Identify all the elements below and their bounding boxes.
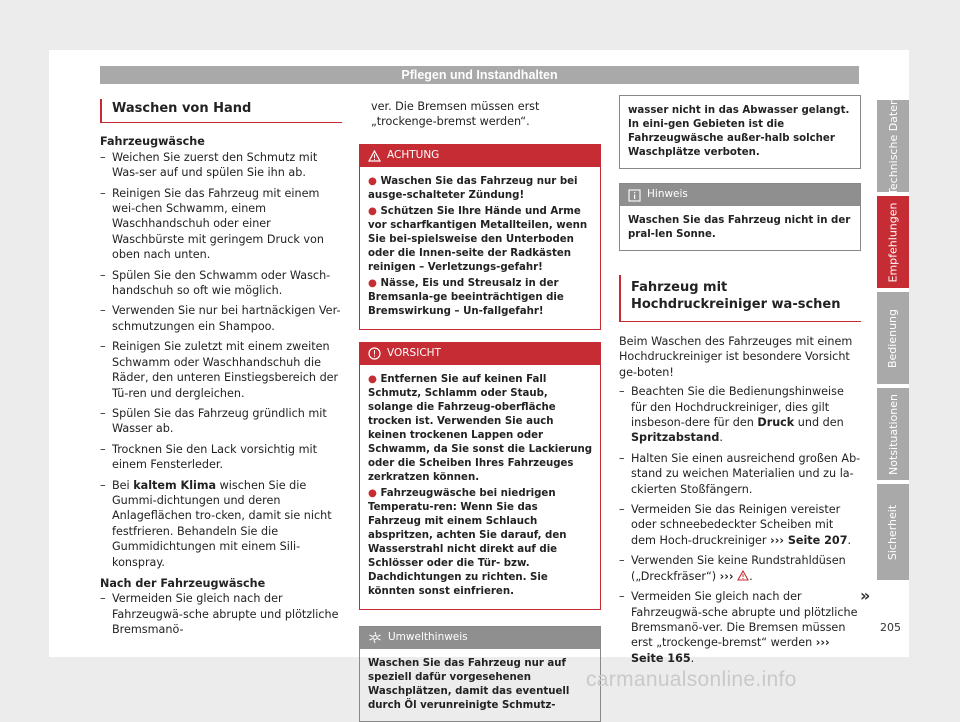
environment-body: Waschen Sie das Fahrzeug nur auf speziell dafür vorgesehenen Waschplätzen, damit das eventuell durch Öl verunreinigte Schmutz- xyxy=(368,657,570,711)
list xyxy=(619,384,861,666)
list-item xyxy=(368,205,592,275)
note-title: Hinweis xyxy=(647,188,688,201)
caution-header xyxy=(360,343,600,365)
column-2 xyxy=(359,99,601,722)
environment-title: Umwelthinweis xyxy=(388,631,468,644)
list-item: – Reinigen Sie das Fahrzeug mit einem wei-chen Schwamm, einem Waschhandschuh oder einer Waschbürste mit geringem Druck von oben nach unten. xyxy=(100,186,342,263)
tab-label: Bedienung xyxy=(886,308,900,368)
warning-title: ACHTUNG xyxy=(387,149,440,162)
watermark: carmanualsonline.info xyxy=(586,668,797,691)
text: Nässe, Eis und Streusalz in der Bremsanla-ge beeinträchtigen die Bremswirkung – Un-fallgefahr! xyxy=(368,277,564,317)
text: Schützen Sie Ihre Hände und Arme vor scharfkantigen Metallteilen, wenn Sie bei-spielsweise den Unterboden oder die Innen-seite der Radkästen reinigen – Verletzungs-gefahr! xyxy=(368,205,588,273)
tab-bedienung[interactable] xyxy=(877,292,909,384)
list-item xyxy=(368,277,592,319)
list-item: – Spülen Sie das Fahrzeug gründlich mit Wasser ab. xyxy=(100,406,342,437)
subheading: Fahrzeugwäsche xyxy=(100,135,205,149)
list-item xyxy=(619,384,861,446)
environment-header xyxy=(360,627,600,649)
text: wischen Sie die Gummi-dichtungen und deren Anlageflächen tro-cken, damit sie nicht festfrieren. Behandeln Sie die Gummidichtungen mit einem Sili-konspray. xyxy=(112,478,332,569)
text: . xyxy=(690,651,695,665)
page-number: 205 xyxy=(880,621,901,634)
text: Vermeiden Sie gleich nach der Fahrzeugwä-sche abrupte und plötzliche Bremsmanö-ver. Die Bremsen müssen erst „trockenge-bremst“ werden xyxy=(631,590,858,650)
reference-link[interactable]: ››› xyxy=(719,569,734,583)
caution-box xyxy=(359,342,601,610)
list-item xyxy=(368,487,592,599)
warning-box xyxy=(359,144,601,330)
bullet-icon: ● xyxy=(368,175,381,187)
tab-empfehlungen[interactable] xyxy=(877,196,909,288)
continue-mark: » xyxy=(860,586,871,605)
list-item xyxy=(100,478,342,570)
list-item xyxy=(368,175,592,203)
page-reference-link[interactable]: ››› Seite 165 xyxy=(631,636,830,665)
text: . xyxy=(847,533,852,547)
text: Bei xyxy=(112,478,134,492)
list-item: – Spülen Sie den Schwamm oder Wasch-handschuh so oft wie möglich. xyxy=(100,268,342,299)
bold-text: Druck xyxy=(757,416,795,430)
bullet-icon: ● xyxy=(368,205,381,217)
section-title: Fahrzeug mit Hochdruckreiniger wa-schen xyxy=(619,275,861,322)
text: Waschen Sie das Fahrzeug nur bei ausge-schalteter Zündung! xyxy=(368,175,578,201)
text: Beachten Sie die Bedienungshinweise für den Hochdruckreiniger, dies gilt insbeson-dere für den xyxy=(631,385,844,430)
column-1 xyxy=(100,99,342,644)
text: . xyxy=(719,431,723,445)
info-icon xyxy=(628,189,641,202)
note-box xyxy=(619,183,861,251)
tab-label: Notsituationen xyxy=(886,393,900,475)
list-item: – Verwenden Sie nur bei hartnäckigen Ver-schmutzungen ein Shampoo. xyxy=(100,303,342,334)
leaf-icon xyxy=(368,631,382,644)
paragraph: Beim Waschen des Fahrzeuges mit einem Hochdruckreiniger ist besondere Vorsicht ge-boten! xyxy=(619,335,853,379)
warning-body xyxy=(360,167,600,329)
environment-body: wasser nicht in das Abwasser gelangt. In eini-gen Gebieten ist die Fahrzeugwäsche außer-halb solcher Waschplätze verboten. xyxy=(628,105,850,158)
caution-body xyxy=(360,365,600,609)
warning-header xyxy=(360,145,600,167)
tab-technische-daten[interactable] xyxy=(877,97,909,195)
note-header xyxy=(620,184,860,206)
note-body: Waschen Sie das Fahrzeug nicht in der pral-len Sonne. xyxy=(628,215,851,240)
list-item xyxy=(619,553,861,584)
bold-text: kaltem Klima xyxy=(133,478,217,492)
warning-triangle-icon xyxy=(368,150,381,162)
text: Verwenden Sie keine Rundstrahldüsen („Dreckfräser“) xyxy=(631,554,846,583)
text: und den xyxy=(794,416,844,430)
page-header: Pflegen und Instandhalten xyxy=(100,66,859,84)
text: Fahrzeugwäsche bei niedrigen Temperatu-ren: Wenn Sie das Fahrzeug mit einem Schlauch abspritzen, achten Sie darauf, den Wasserstrahl nicht direkt auf die Schlösser oder die Tür- bzw. Dachdichtungen zu richten. Sie könnten sonst einfrieren. xyxy=(368,487,567,597)
list xyxy=(100,150,342,570)
bullet-icon: ● xyxy=(368,277,381,289)
paragraph: ver. Die Bremsen müssen erst „trockenge-bremst werden“. xyxy=(371,100,540,129)
list-item: – Vermeiden Sie gleich nach der Fahrzeugwä-sche abrupte und plötzliche Bremsmanö- xyxy=(100,591,342,637)
warning-triangle-icon xyxy=(737,570,749,581)
tab-sicherheit[interactable] xyxy=(877,484,909,580)
list-item xyxy=(368,373,592,485)
tab-label: Technische Daten xyxy=(886,97,900,195)
tab-label: Empfehlungen xyxy=(886,202,900,282)
column-3 xyxy=(619,95,861,672)
environment-box-continued xyxy=(619,95,861,169)
subheading: Nach der Fahrzeugwäsche xyxy=(100,576,266,590)
list-item: – Trocknen Sie den Lack vorsichtig mit einem Fensterleder. xyxy=(100,442,342,473)
list xyxy=(100,591,342,637)
text: . xyxy=(749,569,753,583)
bullet-icon: ● xyxy=(368,487,381,499)
list-item xyxy=(619,502,861,548)
text: Entfernen Sie auf keinen Fall Schmutz, Schlamm oder Staub, solange die Fahrzeug-oberfläche trocken ist. Verwenden Sie auch keinen trockenen Lappen oder Schwamm, da Sie sonst die Lackierung oder die Scheiben Ihres Fahrzeuges zerkratzen können. xyxy=(368,373,593,483)
tab-label: Sicherheit xyxy=(886,504,900,560)
text: Vermeiden Sie das Reinigen vereister oder schneebedeckter Scheiben mit dem Hoch-druckreiniger xyxy=(631,503,841,547)
exclamation-circle-icon xyxy=(368,347,381,360)
caution-title: VORSICHT xyxy=(387,347,441,360)
list-item xyxy=(619,589,861,666)
list-item: – Halten Sie einen ausreichend großen Ab-stand zu weichen Materialien und zu la-ckierten Stoßfängern. xyxy=(619,451,861,497)
bold-text: Spritzabstand xyxy=(631,431,720,445)
bullet-icon: ● xyxy=(368,373,381,385)
environment-box xyxy=(359,626,601,722)
section-title: Waschen von Hand xyxy=(100,99,342,123)
list-item: – Reinigen Sie zuletzt mit einem zweiten Schwamm oder Waschhandschuh die Räder, den unteren Einstiegsbereich der Tü-ren und dergleichen. xyxy=(100,339,342,401)
list-item: – Weichen Sie zuerst den Schmutz mit Was-ser auf und spülen Sie ihn ab. xyxy=(100,150,342,181)
page-reference-link[interactable]: ››› Seite 207 xyxy=(770,533,848,547)
tab-notsituationen[interactable] xyxy=(877,388,909,480)
